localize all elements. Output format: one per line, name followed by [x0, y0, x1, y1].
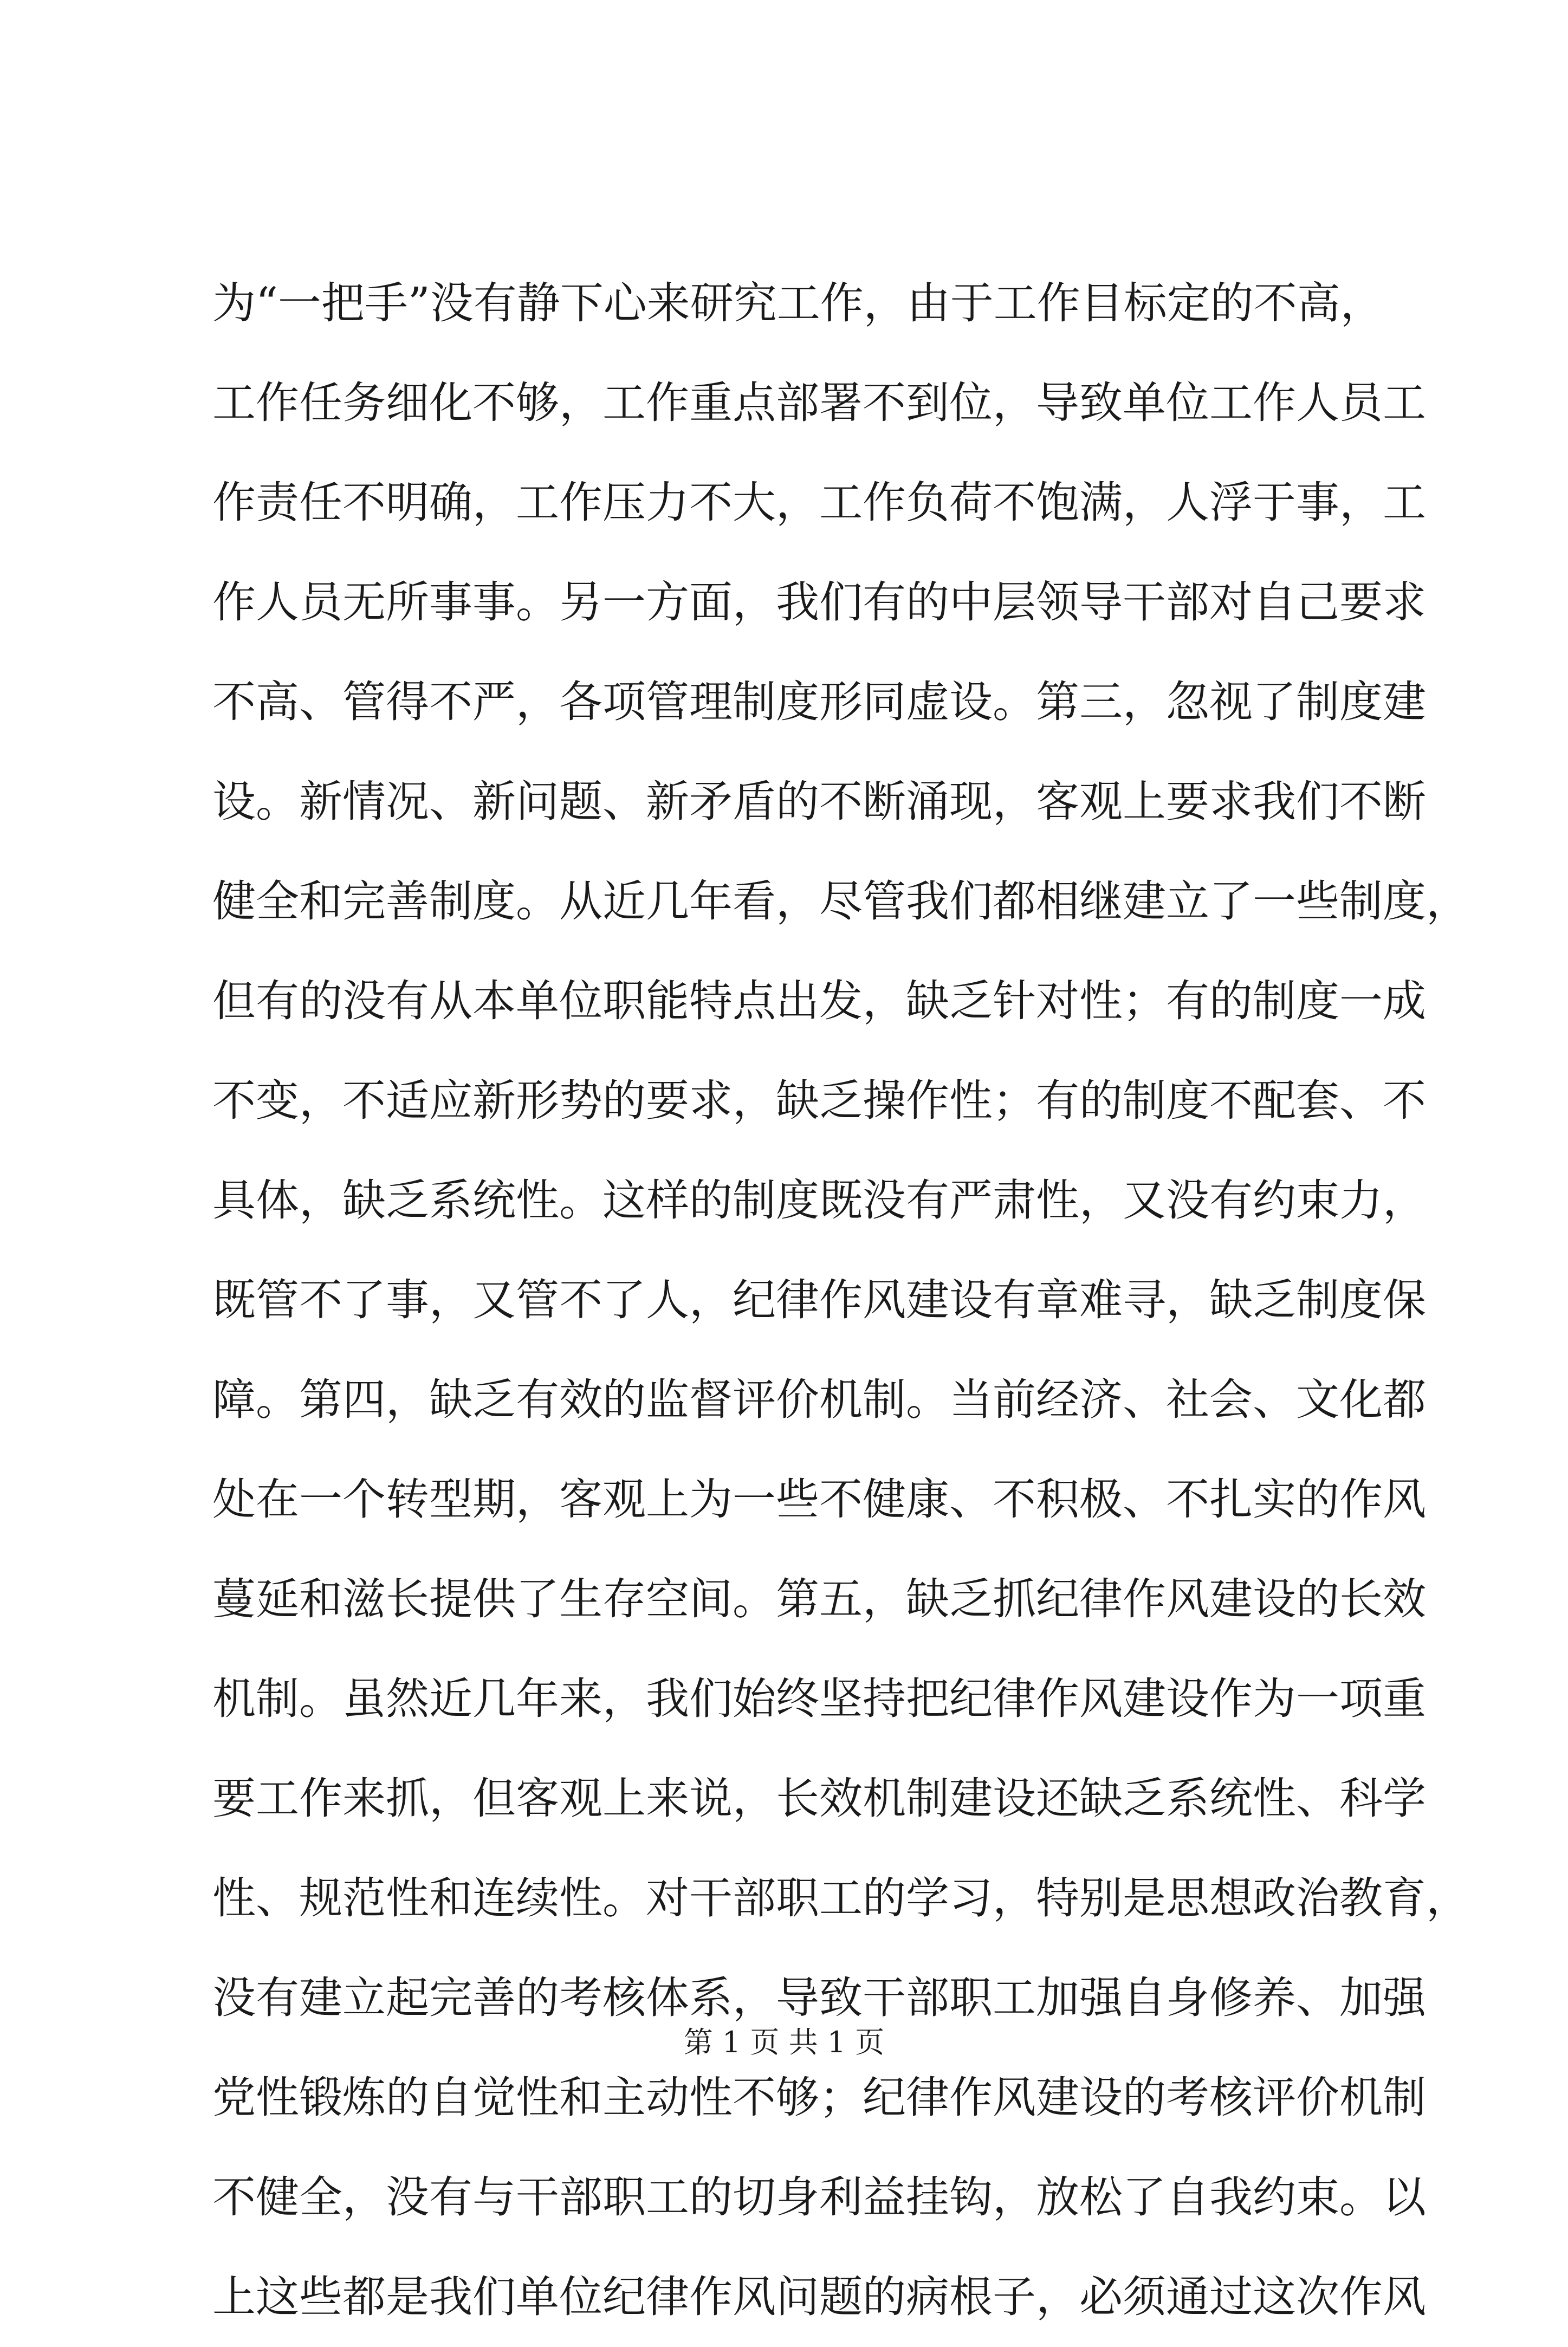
text-line: 设。新情况、新问题、新矛盾的不断涌现，客观上要求我们不断: [212, 776, 1426, 827]
text-line: 不变，不适应新形势的要求，缺乏操作性；有的制度不配套、不: [212, 1075, 1426, 1126]
text-line: 工作任务细化不够，工作重点部署不到位，导致单位工作人员工: [212, 378, 1426, 428]
text-line: 健全和完善制度。从近几年看，尽管我们都相继建立了一些制度，: [212, 876, 1469, 926]
text-line: 处在一个转型期，客观上为一些不健康、不积极、不扎实的作风: [212, 1474, 1426, 1525]
text-line: 上这些都是我们单位纪律作风问题的病根子，必须通过这次作风: [212, 2272, 1426, 2322]
text-line: 蔓延和滋长提供了生存空间。第五，缺乏抓纪律作风建设的长效: [212, 1574, 1426, 1624]
text-line: 不健全，没有与干部职工的切身利益挂钩，放松了自我约束。以: [212, 2172, 1426, 2222]
text-line: 党性锻炼的自觉性和主动性不够；纪律作风建设的考核评价机制: [212, 2072, 1426, 2123]
text-line: 作责任不明确，工作压力不大，工作负荷不饱满，人浮于事，工: [212, 477, 1426, 528]
text-line: 具体，缺乏系统性。这样的制度既没有严肃性，又没有约束力，: [212, 1175, 1426, 1226]
text-line: 障。第四，缺乏有效的监督评价机制。当前经济、社会、文化都: [212, 1375, 1426, 1425]
text-line: 性、规范性和连续性。对干部职工的学习，特别是思想政治教育，: [212, 1873, 1469, 1923]
text-line: 要工作来抓，但客观上来说，长效机制建设还缺乏系统性、科学: [212, 1773, 1426, 1824]
text-line: 没有建立起完善的考核体系，导致干部职工加强自身修养、加强: [212, 1973, 1426, 2023]
text-line: 作人员无所事事。另一方面，我们有的中层领导干部对自己要求: [212, 577, 1426, 627]
text-line: 但有的没有从本单位职能特点出发，缺乏针对性；有的制度一成: [212, 976, 1426, 1026]
text-line: 为“一把手”没有静下心来研究工作，由于工作目标定的不高，: [212, 278, 1384, 328]
text-line: 机制。虽然近几年来，我们始终坚持把纪律作风建设作为一项重: [212, 1674, 1426, 1724]
page-footer: 第 1 页 共 1 页: [683, 2025, 885, 2059]
text-line: 既管不了事，又管不了人，纪律作风建设有章难寻，缺乏制度保: [212, 1275, 1426, 1325]
text-line: 不高、管得不严，各项管理制度形同虚设。第三，忽视了制度建: [212, 677, 1426, 727]
